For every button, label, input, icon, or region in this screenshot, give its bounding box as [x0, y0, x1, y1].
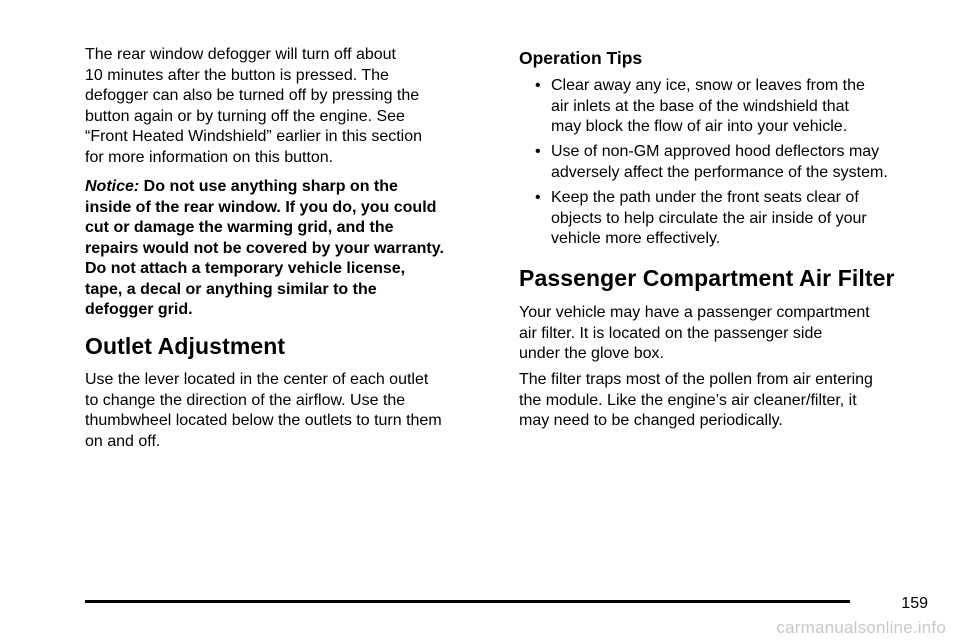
footer-rule: [85, 600, 850, 603]
bullet-icon: •: [535, 143, 541, 160]
air-filter-paragraph-1: Your vehicle may have a passenger compartment air filter. It is located on the passenger side under the glove box.: [519, 304, 870, 362]
watermark: carmanualsonline.info: [776, 618, 946, 637]
air-filter-heading: Passenger Compartment Air Filter: [519, 265, 895, 291]
outlet-adjustment-heading: Outlet Adjustment: [85, 333, 286, 359]
outlet-adjustment-paragraph: Use the lever located in the center of each outlet to change the direction of the airflow. Use the thumbwheel located below the outlets to turn them on and off.: [85, 371, 442, 450]
bullet-icon: •: [535, 77, 541, 94]
tip-text: Use of non-GM approved hood deflectors may adversely affect the performance of the system.: [551, 143, 888, 181]
air-filter-paragraph-2: The filter traps most of the pollen from air entering the module. Like the engine’s air cleaner/filter, it may need to be changed periodically.: [519, 371, 873, 429]
tip-text: Keep the path under the front seats clear of objects to help circulate the air inside of your vehicle more effectively.: [551, 189, 867, 247]
bullet-icon: •: [535, 189, 541, 206]
notice-text: Do not use anything sharp on the inside of the rear window. If you do, you could cut or damage the warming grid, and the repairs would not be covered by your warranty. Do not attach a temporary vehicle license, tape, a decal or anything similar to the defogger grid.: [85, 178, 444, 318]
tip-text: Clear away any ice, snow or leaves from the air inlets at the base of the windshield that may block the flow of air into your vehicle.: [551, 77, 865, 135]
defogger-paragraph: The rear window defogger will turn off about 10 minutes after the button is pressed. The defogger can also be turned off by pressing the button again or by turning off the engine. See “Front Heated Windshield” earlier in this section for more information on this button.: [85, 46, 423, 166]
operation-tips-heading: Operation Tips: [519, 48, 643, 68]
notice-block: [85, 177, 444, 321]
page-number: 159: [901, 595, 928, 612]
notice-label: Notice:: [85, 178, 140, 195]
